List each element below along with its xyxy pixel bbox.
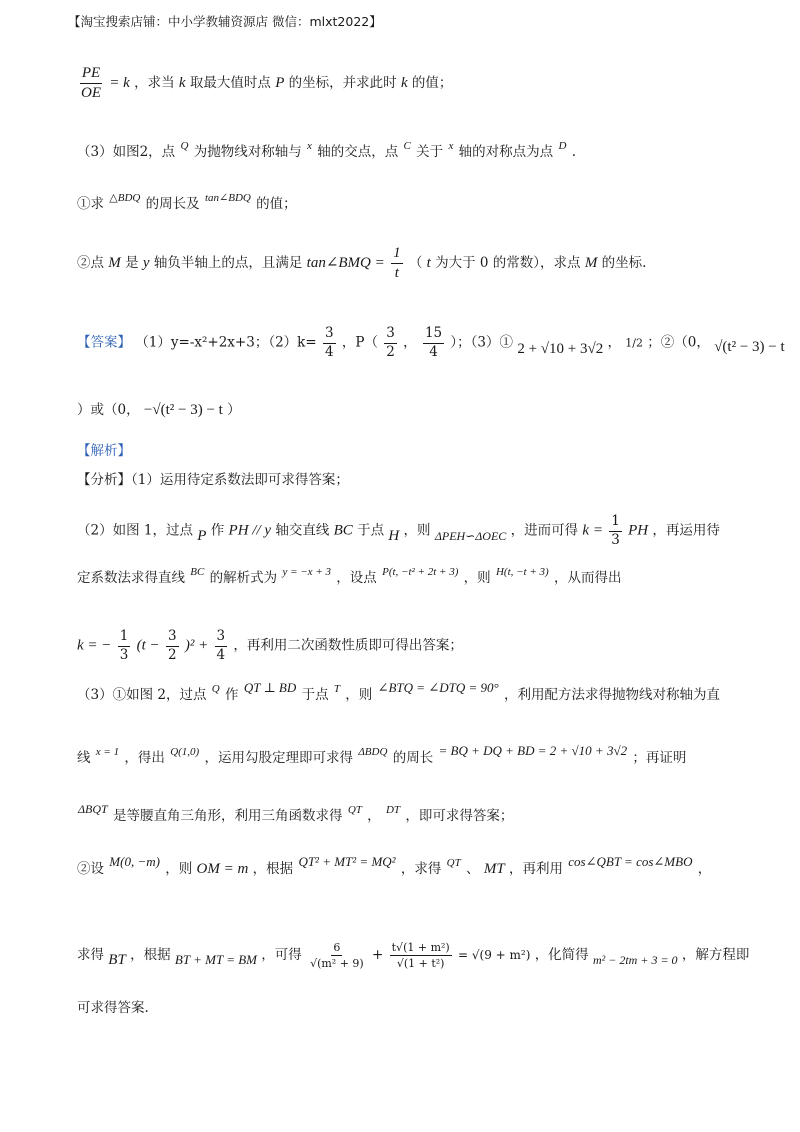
- analysis-line-9: 求得 BT ，根据 BT + MT = BM ，可得 $\frac{6}{\text{√(m² + 9)}}$ + $\frac{\text{t√(1 + m²)}}{\text{√(1 + t²)}}$ = √(9 + m²) ，化简得 m² − 2tm + 3 = 0 ，解方程即: [77, 941, 750, 970]
- fraction-one-over-t: $\frac{1}{t}$: [393, 245, 401, 281]
- analysis-line-3: 定系数法求得直线 $^{BC}$ 的解析式为 $^{y = -x + 3}$ ，设点 $^{P(t, -t^2 + 2t + 3)}$ ，则 $^{H(t, -t + 3)}$ ，从而得出: [77, 566, 622, 586]
- fraction-3-4: $\frac{3}{4}$: [216, 628, 226, 663]
- fraction-6-over-sqrt: $\frac{6}{\text{√(m² + 9)}}$: [310, 941, 364, 970]
- answer-line-1: 【答案】 （1）y=-x²+2x+3；（2）k= $\frac{3}{4}$ ，P（ $\frac{3}{2}$ ， $\frac{15}{4}$ ）；（3）① 2 + √10 + 3√2 ， 1/2 ；②（0， √(t² − 3) − t: [77, 325, 785, 360]
- analysis-line-10: 可求得答案.: [77, 1000, 149, 1016]
- analysis-label-line: [77, 445, 730, 459]
- k-value-fraction: $\frac{3}{4}$: [324, 325, 334, 360]
- analysis-line-4: k = − $\frac{1}{3}$ (t − $\frac{3}{2}$ )² + $\frac{3}{4}$ ，再利用二次函数性质即可得出答案；: [77, 628, 463, 663]
- py-fraction: $\frac{15}{4}$: [424, 325, 443, 360]
- analysis-label: 【解析】: [77, 443, 131, 459]
- px-fraction: $\frac{3}{2}$: [386, 325, 395, 360]
- problem-line-2: （3）如图2，点 $^Q$ 为抛物线对称轴与 $^x$ 轴的交点，点 $^C$ 关于 $^x$ 轴的对称点为点 $^D$ .: [77, 140, 576, 160]
- fraction-t-sqrt: $\frac{\text{t√(1 + m²)}}{\text{√(1 + t²)}}$: [391, 941, 450, 970]
- analysis-line-7: ΔBQT 是等腰直角三角形，利用三角函数求得 $^{QT}$ ， $^{DT}$ ，即可求得答案；: [78, 802, 514, 824]
- fraction-3-2: $\frac{3}{2}$: [167, 628, 177, 663]
- analysis-line-6: 线 $^{x = 1}$ ，得出 $^{Q(1,0)}$ ，运用勾股定理即可求得 $^{\Delta BDQ}$ 的周长 = BQ + DQ + BD = 2 + √10 + 3√2 ；再证明: [77, 743, 687, 766]
- analysis-line-2: （2）如图 1，过点 P 作 PH // y 轴交直线 BC 于点 H ，则 ΔPEH∽ΔOEC ，进而可得 k = $\frac{1}{3}$ PH ，再运用待: [77, 513, 720, 548]
- problem-line-3: ①求 $^{\triangle BDQ}$ 的周长及 $^{tan\angle BDQ}$ 的值；: [77, 192, 297, 212]
- fraction-1-3: $\frac{1}{3}$: [119, 628, 129, 663]
- problem-line-4: ②点 M 是 y 轴负半轴上的点，且满足 tan∠BMQ = $\frac{1}{t}$ （ t 为大于 0 的常数），求点 M 的坐标.: [77, 245, 647, 281]
- page-header: 【淘宝搜索店铺：中小学教辅资源店 微信：mlxt2022】: [68, 14, 382, 29]
- problem-line-1: $\frac{PE}{OE}$ = k ，求当 k 取最大值时点 P 的坐标，并求此时 k 的值；: [81, 65, 453, 101]
- m-coordinate-2: −√(t² − 3) − t: [143, 402, 223, 418]
- analysis-line-1: 【分析】（1）运用待定系数法即可求得答案；: [77, 472, 349, 488]
- answer-line-2: ）或（0， −√(t² − 3) − t ）: [77, 402, 241, 418]
- fraction-pe-oe: $\frac{PE}{OE}$: [81, 65, 101, 101]
- analysis-line-8: ②设 M(0, −m) ，则 OM = m ，根据 QT² + MT² = MQ² ，求得 $^{QT}$ 、 MT ，再利用 cos∠QBT = cos∠MBO ，: [77, 854, 712, 877]
- one-third-fraction: $\frac{1}{3}$: [611, 513, 620, 548]
- m-coordinate-1: √(t² − 3) − t: [714, 338, 785, 355]
- tan-value: 1/2: [625, 336, 643, 350]
- analysis-line-5: （3）①如图 2，过点 $^Q$ 作 QT ⊥ BD 于点 $^T$ ，则 ∠BTQ = ∠DTQ = 90° ，利用配方法求得抛物线对称轴为直: [77, 680, 720, 703]
- answer-label: 【答案】: [77, 334, 131, 351]
- perimeter-value: 2 + √10 + 3√2: [517, 340, 604, 357]
